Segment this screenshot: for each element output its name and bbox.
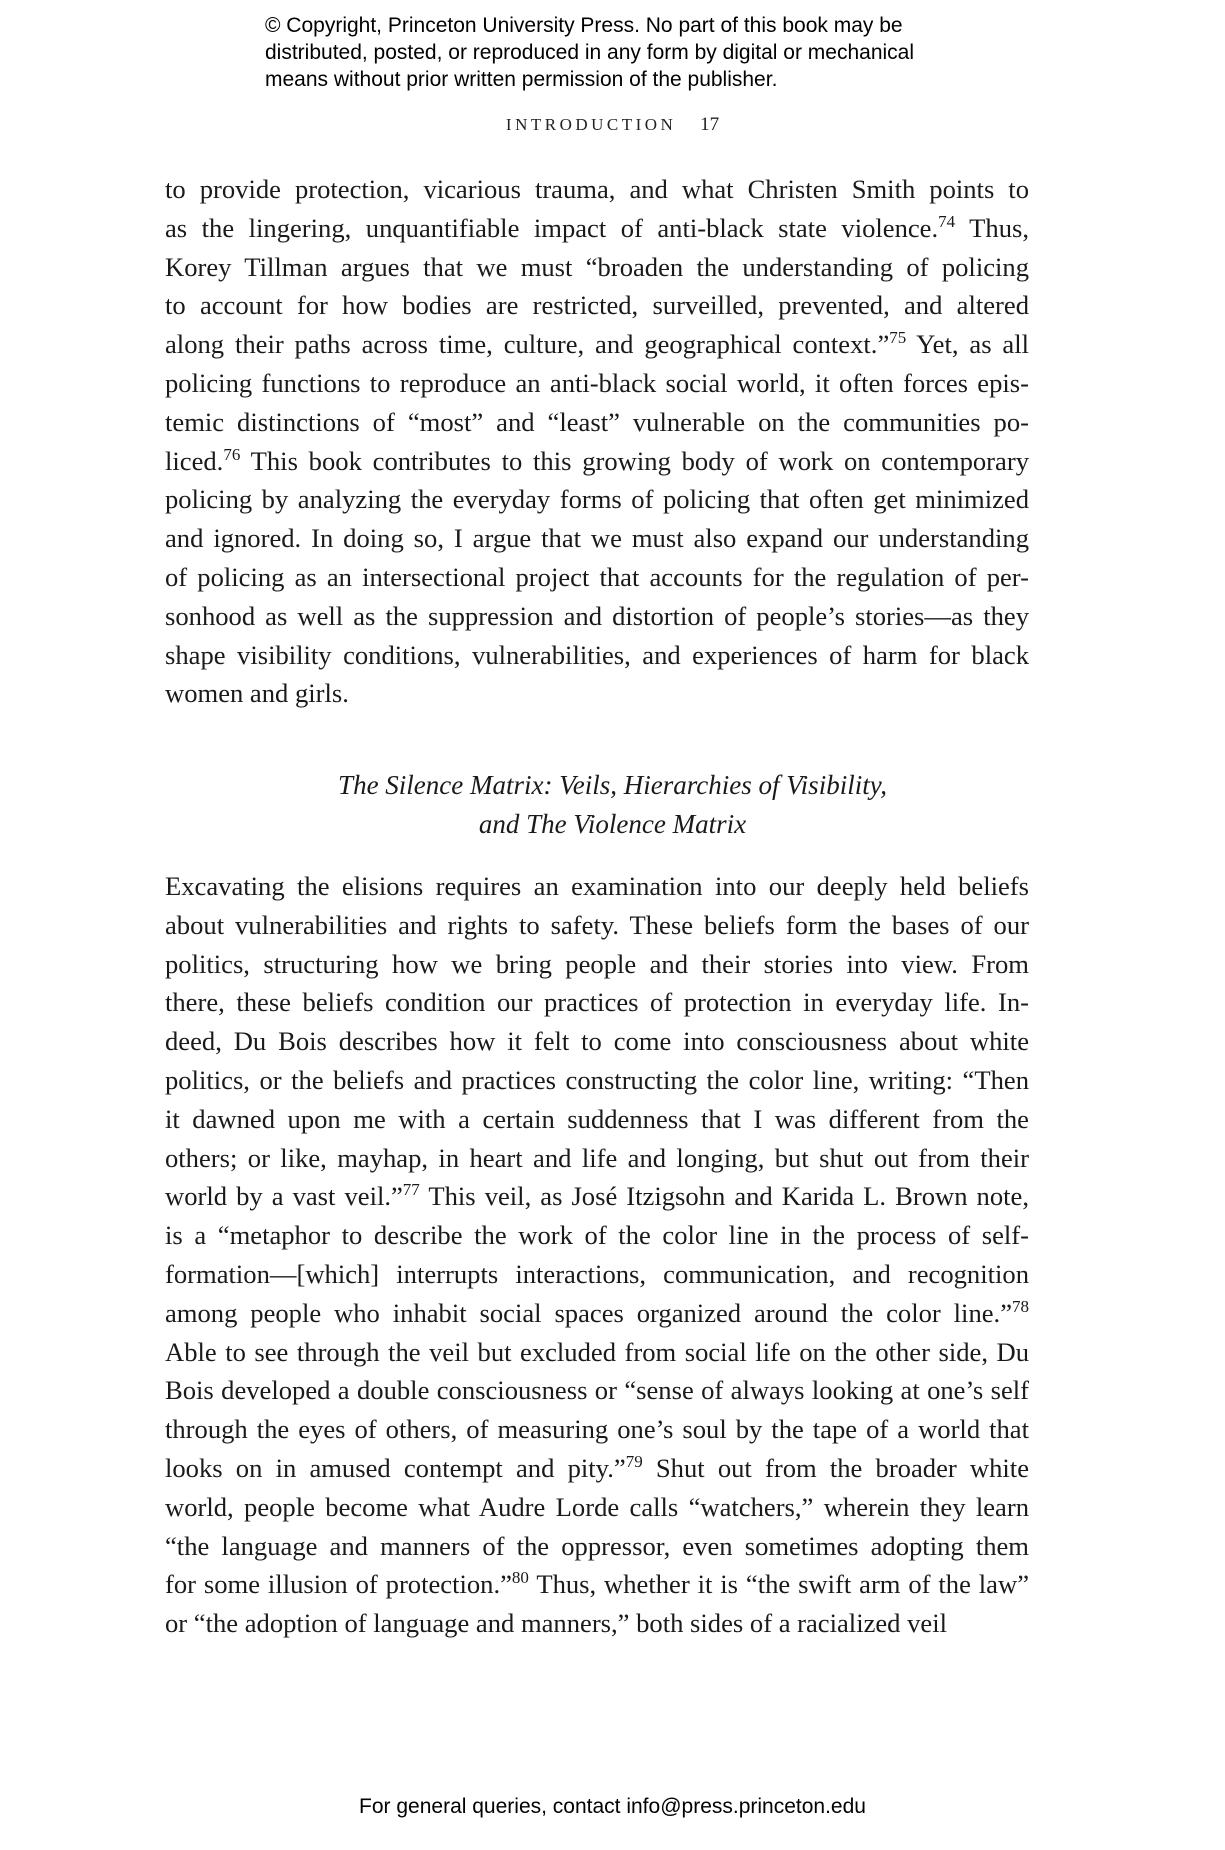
running-head [0, 114, 1225, 136]
line-text: politics, or the beliefs and practices constructing the color line, writing: “Then [165, 1064, 1029, 1095]
page-number: 17 [700, 114, 720, 135]
line-text: sonhood as well as the suppression and distortion of people’s stories—as they [165, 600, 1029, 631]
line-text-continued: Thus, [955, 212, 1029, 243]
text-line [165, 286, 1029, 325]
text-line [165, 1488, 1029, 1527]
section-heading [0, 766, 1225, 844]
line-text: Korey Tillman argues that we must “broaden the understanding of policing [165, 251, 1029, 282]
footnote-marker: 78 [1012, 1296, 1029, 1316]
text-line [165, 906, 1029, 945]
text-line [165, 1604, 1029, 1643]
line-text: it dawned upon me with a certain suddenness that I was different from the [165, 1103, 1029, 1134]
line-text: world by a vast veil.” [165, 1181, 403, 1212]
copyright-notice [265, 12, 1025, 93]
line-text: others; or like, mayhap, in heart and life and longing, but shut out from their [165, 1142, 1029, 1173]
copyright-line: © Copyright, Princeton University Press. No part of this book may be [265, 14, 903, 37]
text-line [165, 1139, 1029, 1178]
line-text: Bois developed a double consciousness or “sense of always looking at one’s self [165, 1375, 1029, 1406]
text-line [165, 1449, 1029, 1488]
line-text: liced. [165, 445, 224, 476]
text-line [165, 558, 1029, 597]
text-line [165, 1371, 1029, 1410]
running-head-section: INTRODUCTION [505, 115, 677, 134]
line-text-continued: Yet, as all [906, 329, 1029, 360]
line-text: there, these beliefs condition our practices of protection in everyday life. In- [165, 987, 1029, 1018]
text-line [165, 364, 1029, 403]
line-text: of policing as an intersectional project that accounts for the regulation of per- [165, 561, 1029, 592]
text-line [165, 170, 1029, 209]
line-text: temic distinctions of “most” and “least” vulnerable on the communities po- [165, 406, 1029, 437]
text-line [165, 636, 1029, 675]
line-text: women and girls. [165, 678, 349, 709]
line-text: for some illusion of protection.” [165, 1569, 512, 1600]
text-line [165, 1177, 1029, 1216]
footnote-marker: 74 [938, 211, 956, 231]
line-text: about vulnerabilities and rights to safety. These beliefs form the bases of our [165, 909, 1029, 940]
line-text: policing functions to reproduce an anti-black social world, it often forces epis- [165, 367, 1029, 398]
line-text: Able to see through the veil but excluded from social life on the other side, Du [165, 1336, 1029, 1367]
text-line [165, 983, 1029, 1022]
text-line [165, 867, 1029, 906]
text-line [165, 1255, 1029, 1294]
text-line [165, 1216, 1029, 1255]
text-line [165, 209, 1029, 248]
text-line [165, 1061, 1029, 1100]
line-text: “the language and manners of the oppressor, even sometimes adopting them [165, 1530, 1029, 1561]
line-text-continued: Thus, whether it is “the swift arm of the law” [528, 1569, 1029, 1600]
text-line [165, 1410, 1029, 1449]
footnote-marker: 77 [402, 1180, 420, 1200]
text-line [165, 480, 1029, 519]
line-text: and ignored. In doing so, I argue that we must also expand our understanding [165, 523, 1029, 554]
text-line [165, 442, 1029, 481]
section-heading-line: The Silence Matrix: Veils, Hierarchies of Visibility, [338, 770, 887, 800]
text-line [165, 1294, 1029, 1333]
line-text: among people who inhabit social spaces organized around the color line.” [165, 1297, 1012, 1328]
body-paragraph-2 [165, 867, 1029, 1643]
footnote-marker: 75 [889, 328, 907, 348]
line-text: through the eyes of others, of measuring one’s soul by the tape of a world that [165, 1414, 1029, 1445]
line-text: is a “metaphor to describe the work of the color line in the process of self- [165, 1220, 1029, 1251]
text-line [165, 325, 1029, 364]
line-text: politics, structuring how we bring people and their stories into view. From [165, 948, 1029, 979]
line-text: Excavating the elisions requires an examination into our deeply held beliefs [165, 871, 1029, 901]
text-line [165, 1527, 1029, 1566]
copyright-line: distributed, posted, or reproduced in any form by digital or mechanical [265, 41, 915, 64]
text-line [165, 403, 1029, 442]
line-text: along their paths across time, culture, and geographical context.” [165, 329, 890, 360]
text-line [165, 1100, 1029, 1139]
text-line [165, 945, 1029, 984]
line-text: deed, Du Bois describes how it felt to come into consciousness about white [165, 1026, 1029, 1057]
line-text: formation—[which] interrupts interactions, communication, and recognition [165, 1258, 1029, 1289]
section-heading-line: and The Violence Matrix [478, 809, 747, 839]
footer-contact: For general queries, contact info@press.princeton.edu [359, 1795, 866, 1818]
text-line [165, 597, 1029, 636]
footnote-marker: 79 [625, 1451, 643, 1471]
line-text: or “the adoption of language and manners,” both sides of a racialized veil [165, 1608, 948, 1639]
footnote-marker: 76 [223, 444, 241, 464]
line-text: shape visibility conditions, vulnerabilities, and experiences of harm for black [165, 639, 1029, 670]
copyright-line: means without prior written permission of the publisher. [265, 68, 778, 91]
text-line [165, 1565, 1029, 1604]
line-text: policing by analyzing the everyday forms of policing that often get minimized [165, 484, 1029, 515]
line-text: looks on in amused contempt and pity.” [165, 1452, 626, 1483]
line-text-continued: Shut out from the broader white [642, 1452, 1029, 1483]
line-text: to provide protection, vicarious trauma, and what Christen Smith points to [165, 174, 1029, 204]
line-text-continued: This veil, as José Itzigsohn and Karida L. Brown note, [419, 1181, 1029, 1212]
text-line [165, 1333, 1029, 1372]
body-paragraph-1 [165, 170, 1029, 713]
line-text: to account for how bodies are restricted, surveilled, prevented, and altered [165, 290, 1029, 321]
text-line [165, 1022, 1029, 1061]
text-line [165, 248, 1029, 287]
footnote-marker: 80 [511, 1568, 529, 1588]
line-text: world, people become what Audre Lorde calls “watchers,” wherein they learn [165, 1491, 1029, 1522]
line-text-continued: This book contributes to this growing body of work on contemporary [240, 445, 1029, 476]
text-line [165, 674, 1029, 713]
line-text: as the lingering, unquantifiable impact of anti-black state violence. [165, 212, 939, 243]
text-line [165, 519, 1029, 558]
